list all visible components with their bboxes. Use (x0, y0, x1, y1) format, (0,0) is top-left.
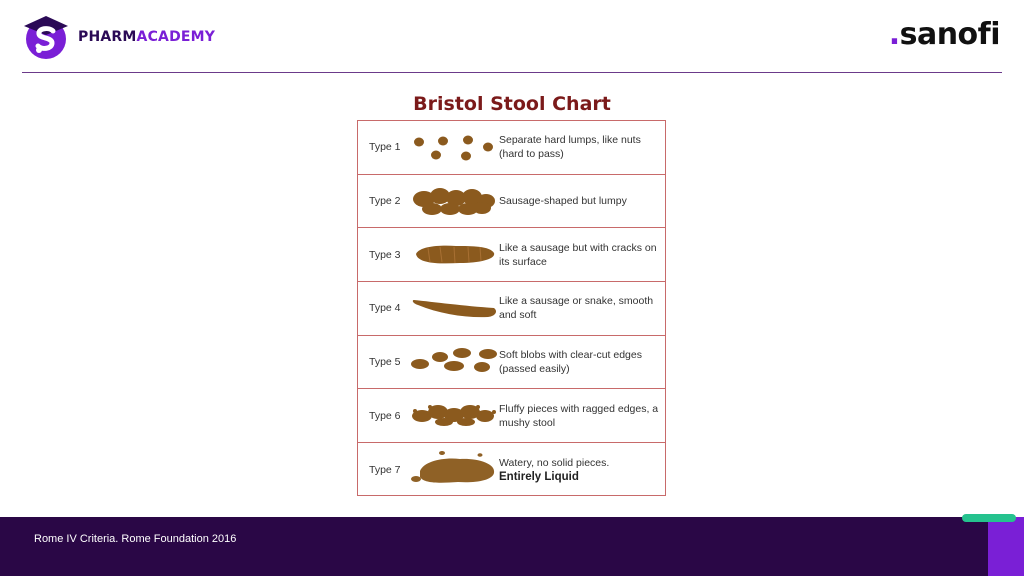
footer-accent-bar (988, 517, 1024, 576)
type-label: Type 1 (369, 141, 401, 154)
pharmacademy-logo (22, 14, 215, 60)
sanofi-logo (888, 17, 1000, 52)
chart-row-type4 (358, 282, 665, 336)
chart-row-type2 (358, 175, 665, 229)
row-description-text: Watery, no solid pieces. (499, 456, 610, 469)
chart-row-type7 (358, 443, 665, 497)
sanofi-wordmark: sanofi (899, 17, 1000, 52)
brand-part-academy: ACADEMY (136, 29, 216, 45)
pharmacademy-mortarboard-icon (22, 14, 70, 60)
bristol-stool-chart (357, 120, 666, 496)
chart-row-type5 (358, 336, 665, 390)
pharmacademy-wordmark (78, 29, 215, 45)
sanofi-dot-icon: . (888, 17, 900, 52)
row-description-emphasis: Entirely Liquid (499, 470, 579, 483)
stool-type2-icon (410, 181, 498, 223)
type-label: Type 5 (369, 356, 401, 369)
footer-source: Rome IV Criteria. Rome Foundation 2016 (34, 533, 237, 545)
chart-row-type1 (358, 121, 665, 175)
row-description (499, 456, 663, 484)
row-description: Sausage-shaped but lumpy (499, 195, 627, 208)
row-description: Like a sausage or snake, smooth and soft (499, 295, 654, 322)
type-label: Type 2 (369, 195, 401, 208)
brand-part-pharm: PHARM (78, 29, 137, 45)
row-description: Fluffy pieces with ragged edges, a mushy stool (499, 402, 659, 429)
stool-type7-icon (410, 449, 498, 491)
row-description: Like a sausage but with cracks on its surface (499, 241, 657, 268)
stool-type3-icon (410, 234, 498, 276)
header-divider (22, 72, 1002, 73)
footer-accent-green (962, 514, 1016, 522)
footer-band (0, 517, 1024, 576)
type-label: Type 7 (369, 463, 401, 476)
type-label: Type 3 (369, 248, 401, 261)
stool-type1-icon (410, 127, 498, 169)
row-description: Soft blobs with clear-cut edges (passed easily) (499, 349, 642, 376)
chart-row-type3 (358, 228, 665, 282)
chart-row-type6 (358, 389, 665, 443)
stool-type4-icon (410, 288, 498, 330)
chart-title: Bristol Stool Chart (413, 93, 611, 115)
row-description: Separate hard lumps, like nuts (hard to pass) (499, 134, 641, 161)
stool-type5-icon (410, 342, 498, 384)
stool-type6-icon (410, 395, 498, 437)
type-label: Type 4 (369, 302, 401, 315)
type-label: Type 6 (369, 409, 401, 422)
